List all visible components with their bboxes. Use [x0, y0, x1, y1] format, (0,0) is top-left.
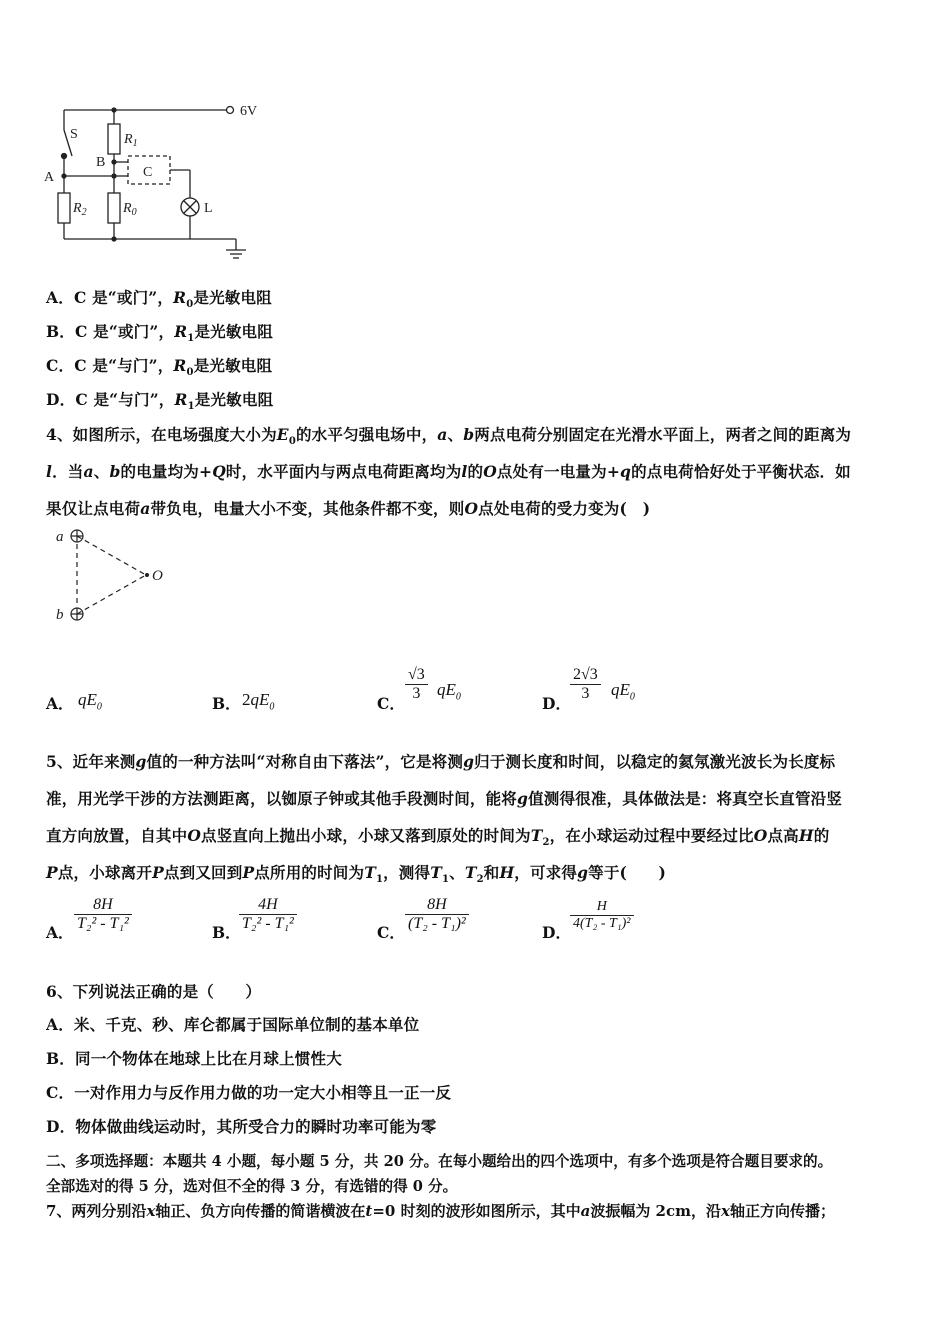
r1-label: $R_1$ — [124, 132, 138, 149]
q6-option-d: D．物体做曲线运动时，其所受合力的瞬时功率可能为零 — [46, 1117, 437, 1136]
q5-option-d-fraction: $\frac{H}{\text{4(T₂ - T₁)²}}$ — [570, 899, 634, 932]
q5-option-c-letter: C． — [377, 923, 405, 942]
q6-stem: 6、下列说法正确的是（ ） — [46, 982, 262, 1001]
q3-option-b: B．C 是“或门”，$R_1$是光敏电阻 — [46, 322, 273, 345]
q3-option-d: D．C 是“与门”，$R_1$是光敏电阻 — [46, 390, 274, 413]
q4-option-d-fraction: $\frac{2√3}{3}$ — [570, 666, 601, 703]
q5-option-d-letter: D． — [542, 923, 571, 942]
q4-option-c-expr: $qE_0$ — [437, 680, 461, 703]
q6-option-a: A．米、千克、秒、库仑都属于国际单位制的基本单位 — [46, 1015, 420, 1034]
q4-option-c-fraction: $\frac{√3}{3}$ — [405, 666, 428, 703]
q3-option-a: A．C 是“或门”，$R_0$是光敏电阻 — [46, 288, 272, 311]
q4-option-a-expr: $qE_0$ — [78, 690, 102, 713]
section2-heading-line1: 二、多项选择题：本题共 4 小题，每小题 5 分，共 20 分。在每小题给出的四个选项中，有多个选项是符合题目要求的。 — [46, 1153, 833, 1170]
circuit-diagram — [40, 96, 280, 266]
charge-b-label: b — [56, 607, 64, 623]
q7-stem: 7、两列分别沿x轴正、负方向传播的简谐横波在t=0 时刻的波形如图所示，其中a波振幅为 2cm，沿x轴正方向传播； — [46, 1202, 835, 1220]
switch-label: S — [70, 127, 78, 142]
r0-label: $R_0$ — [123, 201, 137, 218]
q6-option-c: C．一对作用力与反作用力做的功一定大小相等且一正一反 — [46, 1083, 452, 1102]
q5-stem-line2: 准，用光学干涉的方法测距离，以铷原子钟或其他手段测时间，能将g值测得很准，具体做法是：将真空长直管沿竖 — [46, 789, 843, 808]
q5-stem-line1: 5、近年来测g值的一种方法叫“对称自由下落法”，它是将测g归于测长度和时间，以稳定的氦氖激光波长为长度标 — [46, 752, 836, 771]
r2-label: $R_2$ — [73, 201, 87, 218]
q5-option-b-letter: B． — [212, 923, 241, 942]
q5-stem-line4: P点，小球离开P点到又回到P点所用的时间为$T_1$，测得$T_1$、$T_2$和H，可求得g等于( ) — [46, 863, 667, 886]
q3-option-c: C．C 是“与门”，$R_0$是光敏电阻 — [46, 356, 273, 379]
voltage-label: 6V — [240, 104, 258, 119]
node-a-label: A — [44, 170, 55, 185]
node-b-label: B — [96, 155, 106, 170]
gate-c-label: C — [143, 165, 153, 180]
q5-option-b-fraction: $\frac{4H}{\text{T₂² - T₁²}}$ — [239, 896, 297, 933]
q5-option-c-fraction: $\frac{8H}{\text{(T₂ - T₁)²}}$ — [405, 896, 469, 933]
q4-option-d-expr: $qE_0$ — [611, 680, 635, 703]
point-o-label: O — [152, 568, 163, 584]
q4-option-d-letter: D． — [542, 694, 571, 713]
lamp-label: L — [204, 201, 213, 216]
q4-stem-line3: 果仅让点电荷a带负电，电量大小不变，其他条件都不变，则O点处电荷的受力变为( ) — [46, 499, 651, 518]
q4-option-a-letter: A． — [46, 694, 74, 713]
q5-stem-line3: 直方向放置，自其中O点竖直向上抛出小球，小球又落到原处的时间为$T_2$，在小球运动过程中要经过比O点高H的 — [46, 826, 830, 849]
q6-option-b: B．同一个物体在地球上比在月球上惯性大 — [46, 1049, 342, 1068]
q5-option-a-letter: A． — [46, 923, 74, 942]
q5-option-a-fraction: $\frac{8H}{\text{T₂² - T₁²}}$ — [74, 896, 132, 933]
q4-option-c-letter: C． — [377, 694, 405, 713]
q4-stem-line2: l．当a、b的电量均为+Q时，水平面内与两点电荷距离均为l的O点处有一电量为+q的点电荷恰好处于平衡状态．如 — [46, 462, 851, 481]
q4-option-b-expr: $2qE_0$ — [242, 690, 275, 713]
q4-stem-line1: 4、如图所示，在电场强度大小为$E_0$的水平匀强电场中，a、b两点电荷分别固定在光滑水平面上，两者之间的距离为 — [46, 425, 852, 448]
q4-option-b-letter: B． — [212, 694, 241, 713]
section2-heading-line2: 全部选对的得 5 分，选对但不全的得 3 分，有选错的得 0 分。 — [46, 1178, 458, 1195]
charge-a-label: a — [56, 529, 64, 545]
charge-triangle-diagram — [50, 526, 180, 626]
